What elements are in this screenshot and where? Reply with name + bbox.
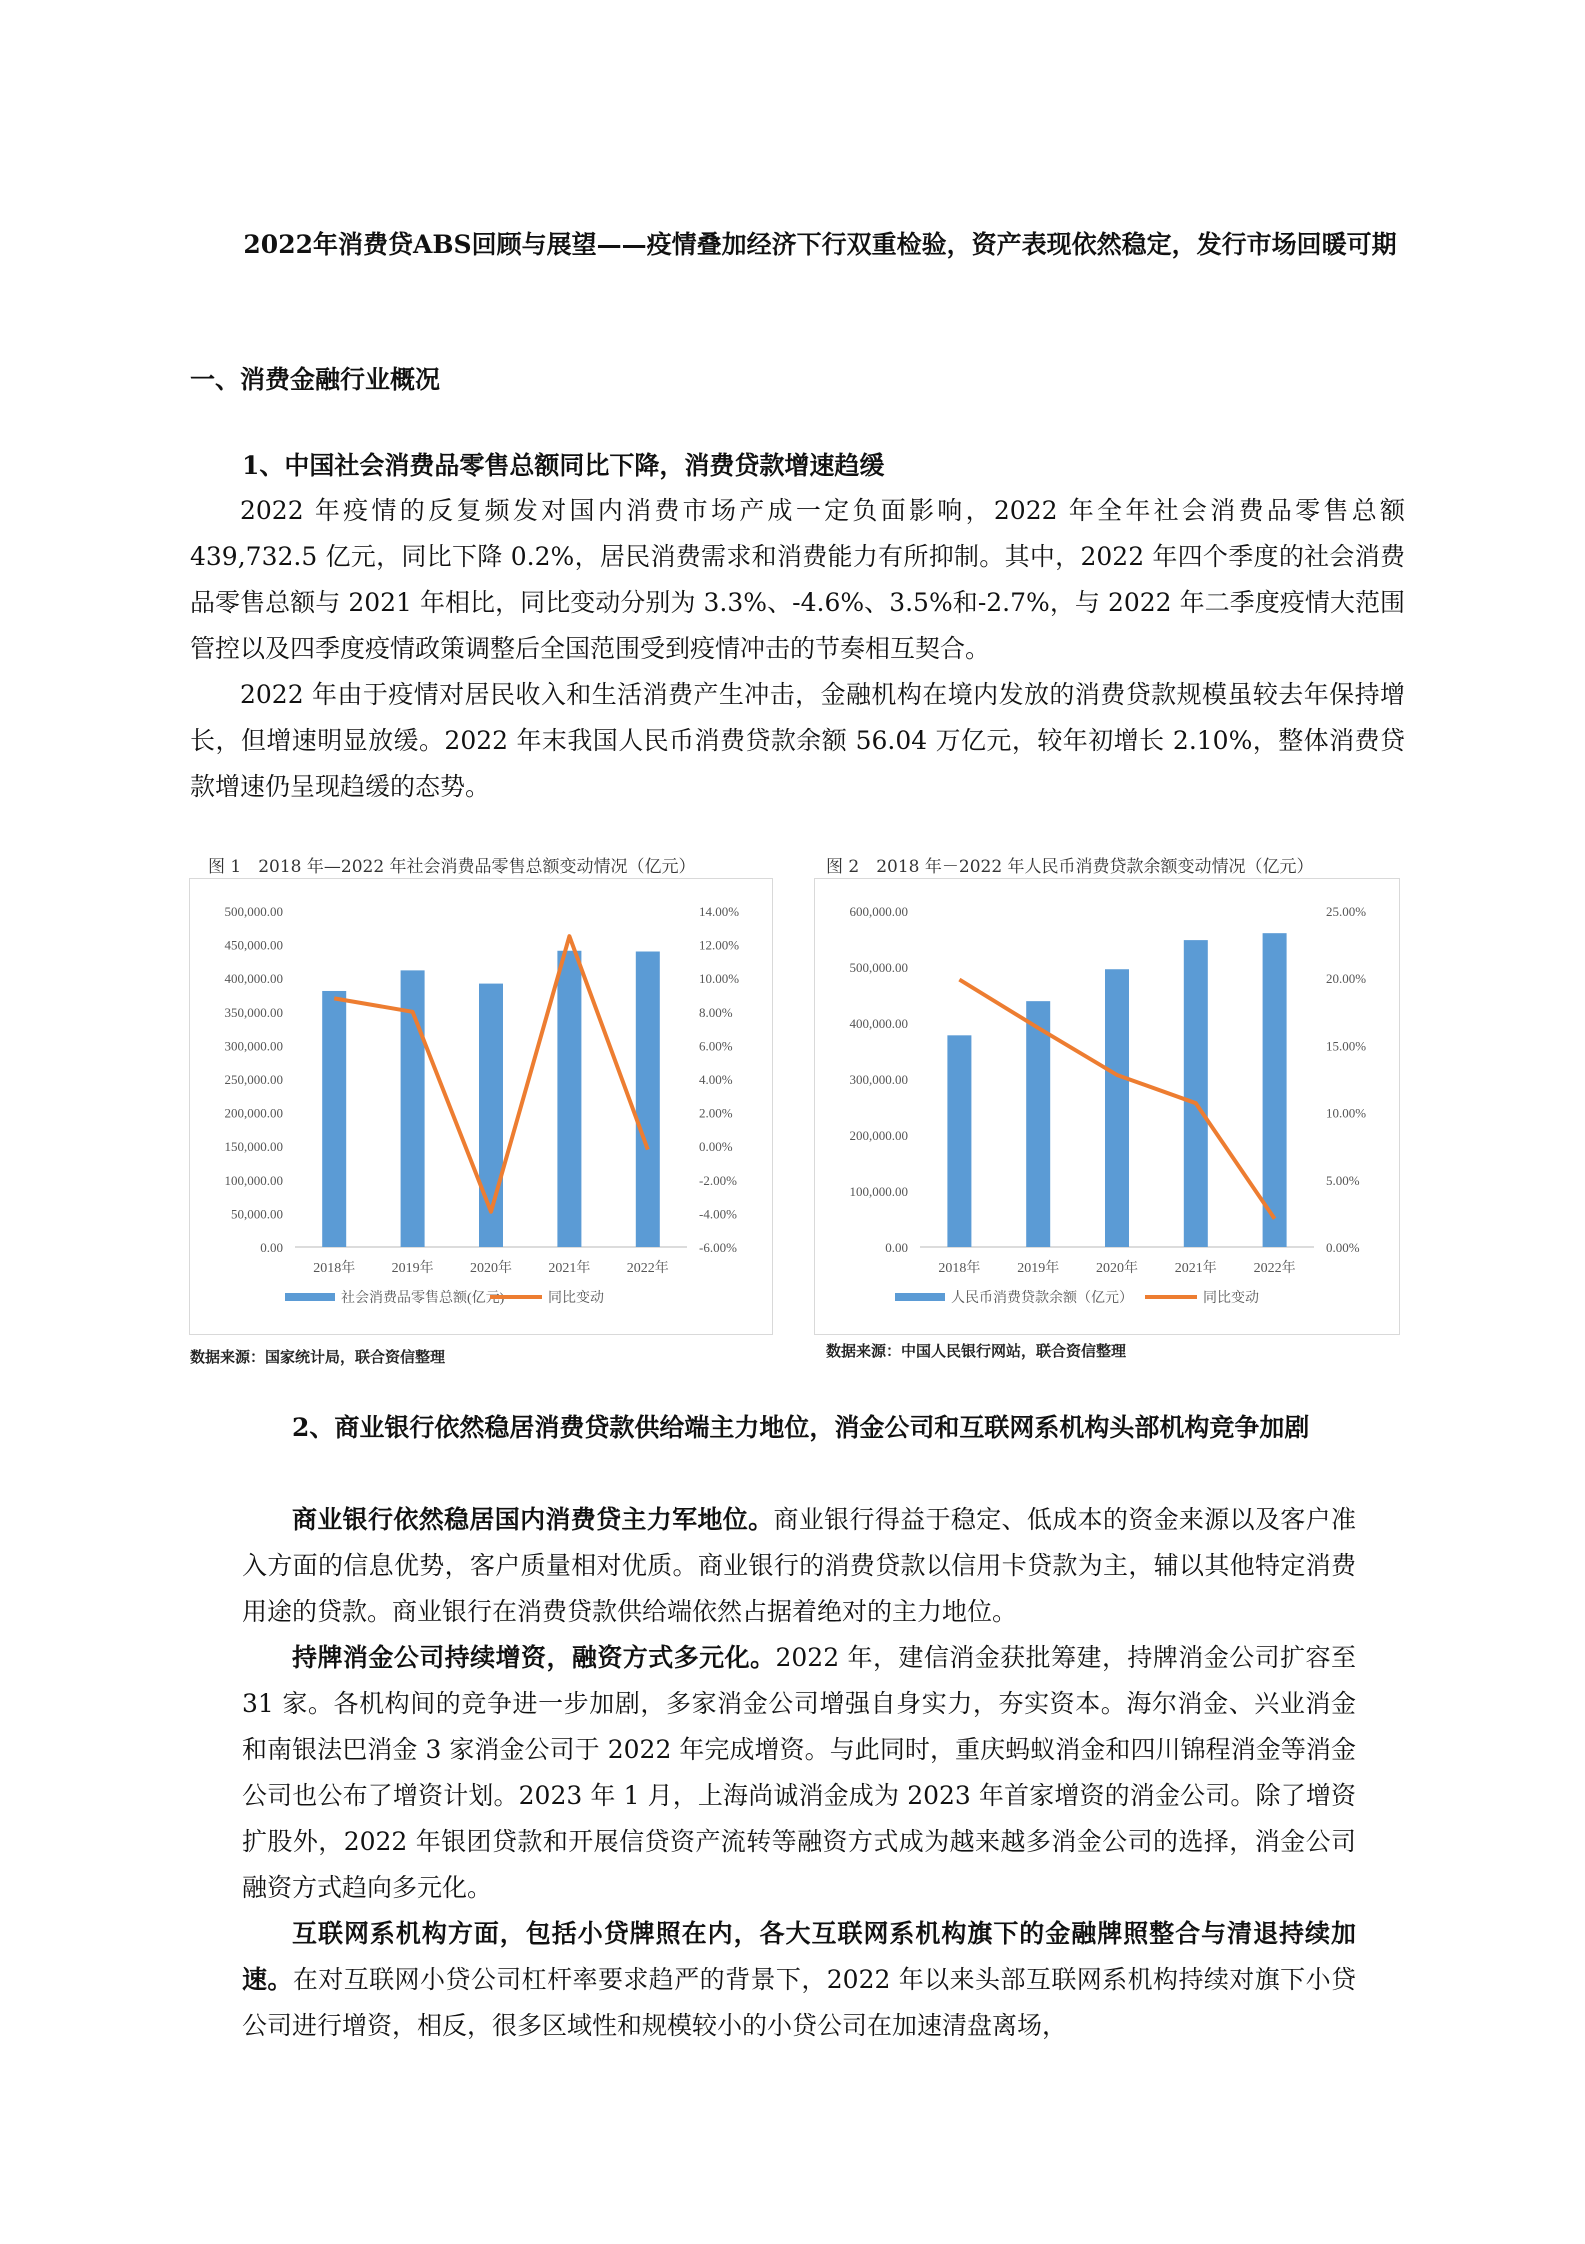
x-tick-label: 2019年 <box>391 1261 434 1276</box>
bar <box>1026 1001 1050 1247</box>
y2-tick-label: -6.00% <box>699 1240 737 1255</box>
y-tick-label: 300,000.00 <box>849 1072 908 1087</box>
y-tick-label: 0.00 <box>260 1240 283 1255</box>
chart-1 <box>189 878 773 1335</box>
y2-tick-label: 10.00% <box>1326 1105 1367 1121</box>
paragraph-text: 2022 年，建信消金获批筹建，持牌消金公司扩容至 31 家。各机构间的竞争进一步加剧，多家消金公司增强自身实力，夯实资本。海尔消金、兴业消金和南银法巴消金 3 家消金公司于 2022 年完成增资。与此同时，重庆蚂蚁消金和四川锦程消金等消金公司也公布了增资计划。2023 年 1 月，上海尚诚消金成为 2023 年首家增资的消金公司。除了增资扩股外，2022 年银团贷款和开展信贷资产流转等融资方式成为越来越多消金公司的选择，消金公司融资方式趋向多元化。 <box>242 1643 1356 1902</box>
document-title: 2022年消费贷ABS回顾与展望——疫情叠加经济下行双重检验，资产表现依然稳定，发行市场回暖可期 <box>243 230 1397 259</box>
y-tick-label: 150,000.00 <box>224 1139 283 1155</box>
legend-line-label: 同比变动 <box>548 1291 604 1306</box>
y2-tick-label: 15.00% <box>1326 1038 1367 1054</box>
paragraph: 2022 年由于疫情对居民收入和生活消费产生冲击，金融机构在境内发放的消费贷款规模虽较去年保持增长，但增速明显放缓。2022 年末我国人民币消费贷款余额 56.04 万亿元，较年初增长 2.10%，整体消费贷款增速仍呈现趋缓的态势。 <box>190 680 1405 801</box>
bar <box>636 951 660 1247</box>
paragraph-lead: 互联网系机构方面，包括小贷牌照在内，各大互联网系机构旗下的金融牌照整合与清退持续加速。 <box>242 1919 1356 1994</box>
y-tick-label: 450,000.00 <box>224 937 283 953</box>
paragraph <box>242 1911 1356 2049</box>
chart-2-source: 数据来源：中国人民银行网站，联合资信整理 <box>826 1342 1127 1360</box>
y-tick-label: 100,000.00 <box>224 1172 283 1188</box>
x-tick-label: 2021年 <box>548 1261 591 1276</box>
paragraph-text: 商业银行得益于稳定、低成本的资金来源以及客户准入方面的信息优势，客户质量相对优质。商业银行的消费贷款以信用卡贷款为主，辅以其他特定消费用途的贷款。商业银行在消费贷款供给端依然占据着绝对的主力地位。 <box>242 1505 1356 1626</box>
subsection-heading-2: 2、商业银行依然稳居消费贷款供给端主力地位，消金公司和互联网系机构头部机构竞争加剧 <box>292 1413 1310 1442</box>
y-tick-label: 200,000.00 <box>849 1128 908 1143</box>
chart-1-source: 数据来源：国家统计局，联合资信整理 <box>190 1348 446 1366</box>
y-tick-label: 400,000.00 <box>849 1016 908 1031</box>
subsection-heading-1: 1、中国社会消费品零售总额同比下降，消费贷款增速趋缓 <box>242 451 885 480</box>
y2-tick-label: 12.00% <box>699 937 740 953</box>
y-tick-label: 500,000.00 <box>849 960 908 975</box>
paragraph-text: 在对互联网小贷公司杠杆率要求趋严的背景下，2022 年以来头部互联网系机构持续对旗下小贷公司进行增资，相反，很多区域性和规模较小的小贷公司在加速清盘离场， <box>242 1965 1356 2040</box>
y2-tick-label: 0.00% <box>699 1139 733 1155</box>
y-tick-label: 50,000.00 <box>231 1206 283 1222</box>
y2-tick-label: 10.00% <box>699 971 740 987</box>
y-tick-label: 100,000.00 <box>849 1184 908 1199</box>
x-tick-label: 2022年 <box>626 1261 669 1276</box>
paragraph <box>242 1635 1356 1911</box>
bar <box>1105 969 1129 1247</box>
y2-tick-label: 5.00% <box>1326 1172 1360 1188</box>
bar <box>557 951 581 1247</box>
y-tick-label: 350,000.00 <box>224 1004 283 1020</box>
legend-bar-label: 人民币消费贷款余额（亿元） <box>951 1291 1133 1306</box>
paragraph-lead: 持牌消金公司持续增资，融资方式多元化。 <box>292 1643 776 1672</box>
x-tick-label: 2020年 <box>470 1261 512 1276</box>
y2-tick-label: 8.00% <box>699 1004 733 1020</box>
bar <box>947 1035 971 1247</box>
x-tick-label: 2020年 <box>1096 1261 1138 1276</box>
chart-2 <box>814 878 1400 1335</box>
bar <box>1184 940 1208 1247</box>
paragraph: 2022 年疫情的反复频发对国内消费市场产成一定负面影响，2022 年全年社会消费品零售总额439,732.5 亿元，同比下降 0.2%，居民消费需求和消费能力有所抑制。其中，2022 年四个季度的社会消费品零售总额与 2021 年相比，同比变动分别为 3.3%、-4.6%、3.5%和-2.7%，与 2022 年二季度疫情大范围管控以及四季度疫情政策调整后全国范围受到疫情冲击的节奏相互契合。 <box>190 496 1405 663</box>
y2-tick-label: 25.00% <box>1326 904 1367 919</box>
y-tick-label: 400,000.00 <box>224 971 283 987</box>
x-tick-label: 2022年 <box>1253 1261 1296 1276</box>
y2-tick-label: -4.00% <box>699 1206 737 1222</box>
legend-bar-swatch <box>285 1293 335 1301</box>
y2-tick-label: 0.00% <box>1326 1240 1360 1255</box>
paragraph-lead: 商业银行依然稳居国内消费贷主力军地位。 <box>292 1505 774 1534</box>
bar <box>322 991 346 1247</box>
chart-2-caption: 图 2 2018 年－2022 年人民币消费贷款余额变动情况（亿元） <box>826 857 1314 877</box>
y2-tick-label: 20.00% <box>1326 971 1367 987</box>
paragraph <box>242 1497 1356 1635</box>
bar <box>1263 933 1287 1247</box>
y-tick-label: 0.00 <box>885 1240 908 1255</box>
y-tick-label: 600,000.00 <box>849 904 908 919</box>
legend-line-label: 同比变动 <box>1203 1291 1259 1306</box>
y-tick-label: 500,000.00 <box>224 904 283 919</box>
y2-tick-label: 2.00% <box>699 1105 733 1121</box>
section-heading: 一、消费金融行业概况 <box>190 365 441 394</box>
y-tick-label: 300,000.00 <box>224 1038 283 1054</box>
x-tick-label: 2018年 <box>313 1261 356 1276</box>
chart-1-caption: 图 1 2018 年—2022 年社会消费品零售总额变动情况（亿元） <box>208 857 696 877</box>
x-tick-label: 2018年 <box>938 1261 981 1276</box>
y2-tick-label: 6.00% <box>699 1038 733 1054</box>
y2-tick-label: 14.00% <box>699 904 740 919</box>
y2-tick-label: -2.00% <box>699 1172 737 1188</box>
x-tick-label: 2021年 <box>1174 1261 1217 1276</box>
y-tick-label: 250,000.00 <box>224 1072 283 1087</box>
x-tick-label: 2019年 <box>1017 1261 1060 1276</box>
legend-bar-label: 社会消费品零售总额(亿元) <box>341 1291 505 1306</box>
y2-tick-label: 4.00% <box>699 1072 733 1087</box>
y-tick-label: 200,000.00 <box>224 1105 283 1121</box>
legend-bar-swatch <box>895 1293 945 1301</box>
